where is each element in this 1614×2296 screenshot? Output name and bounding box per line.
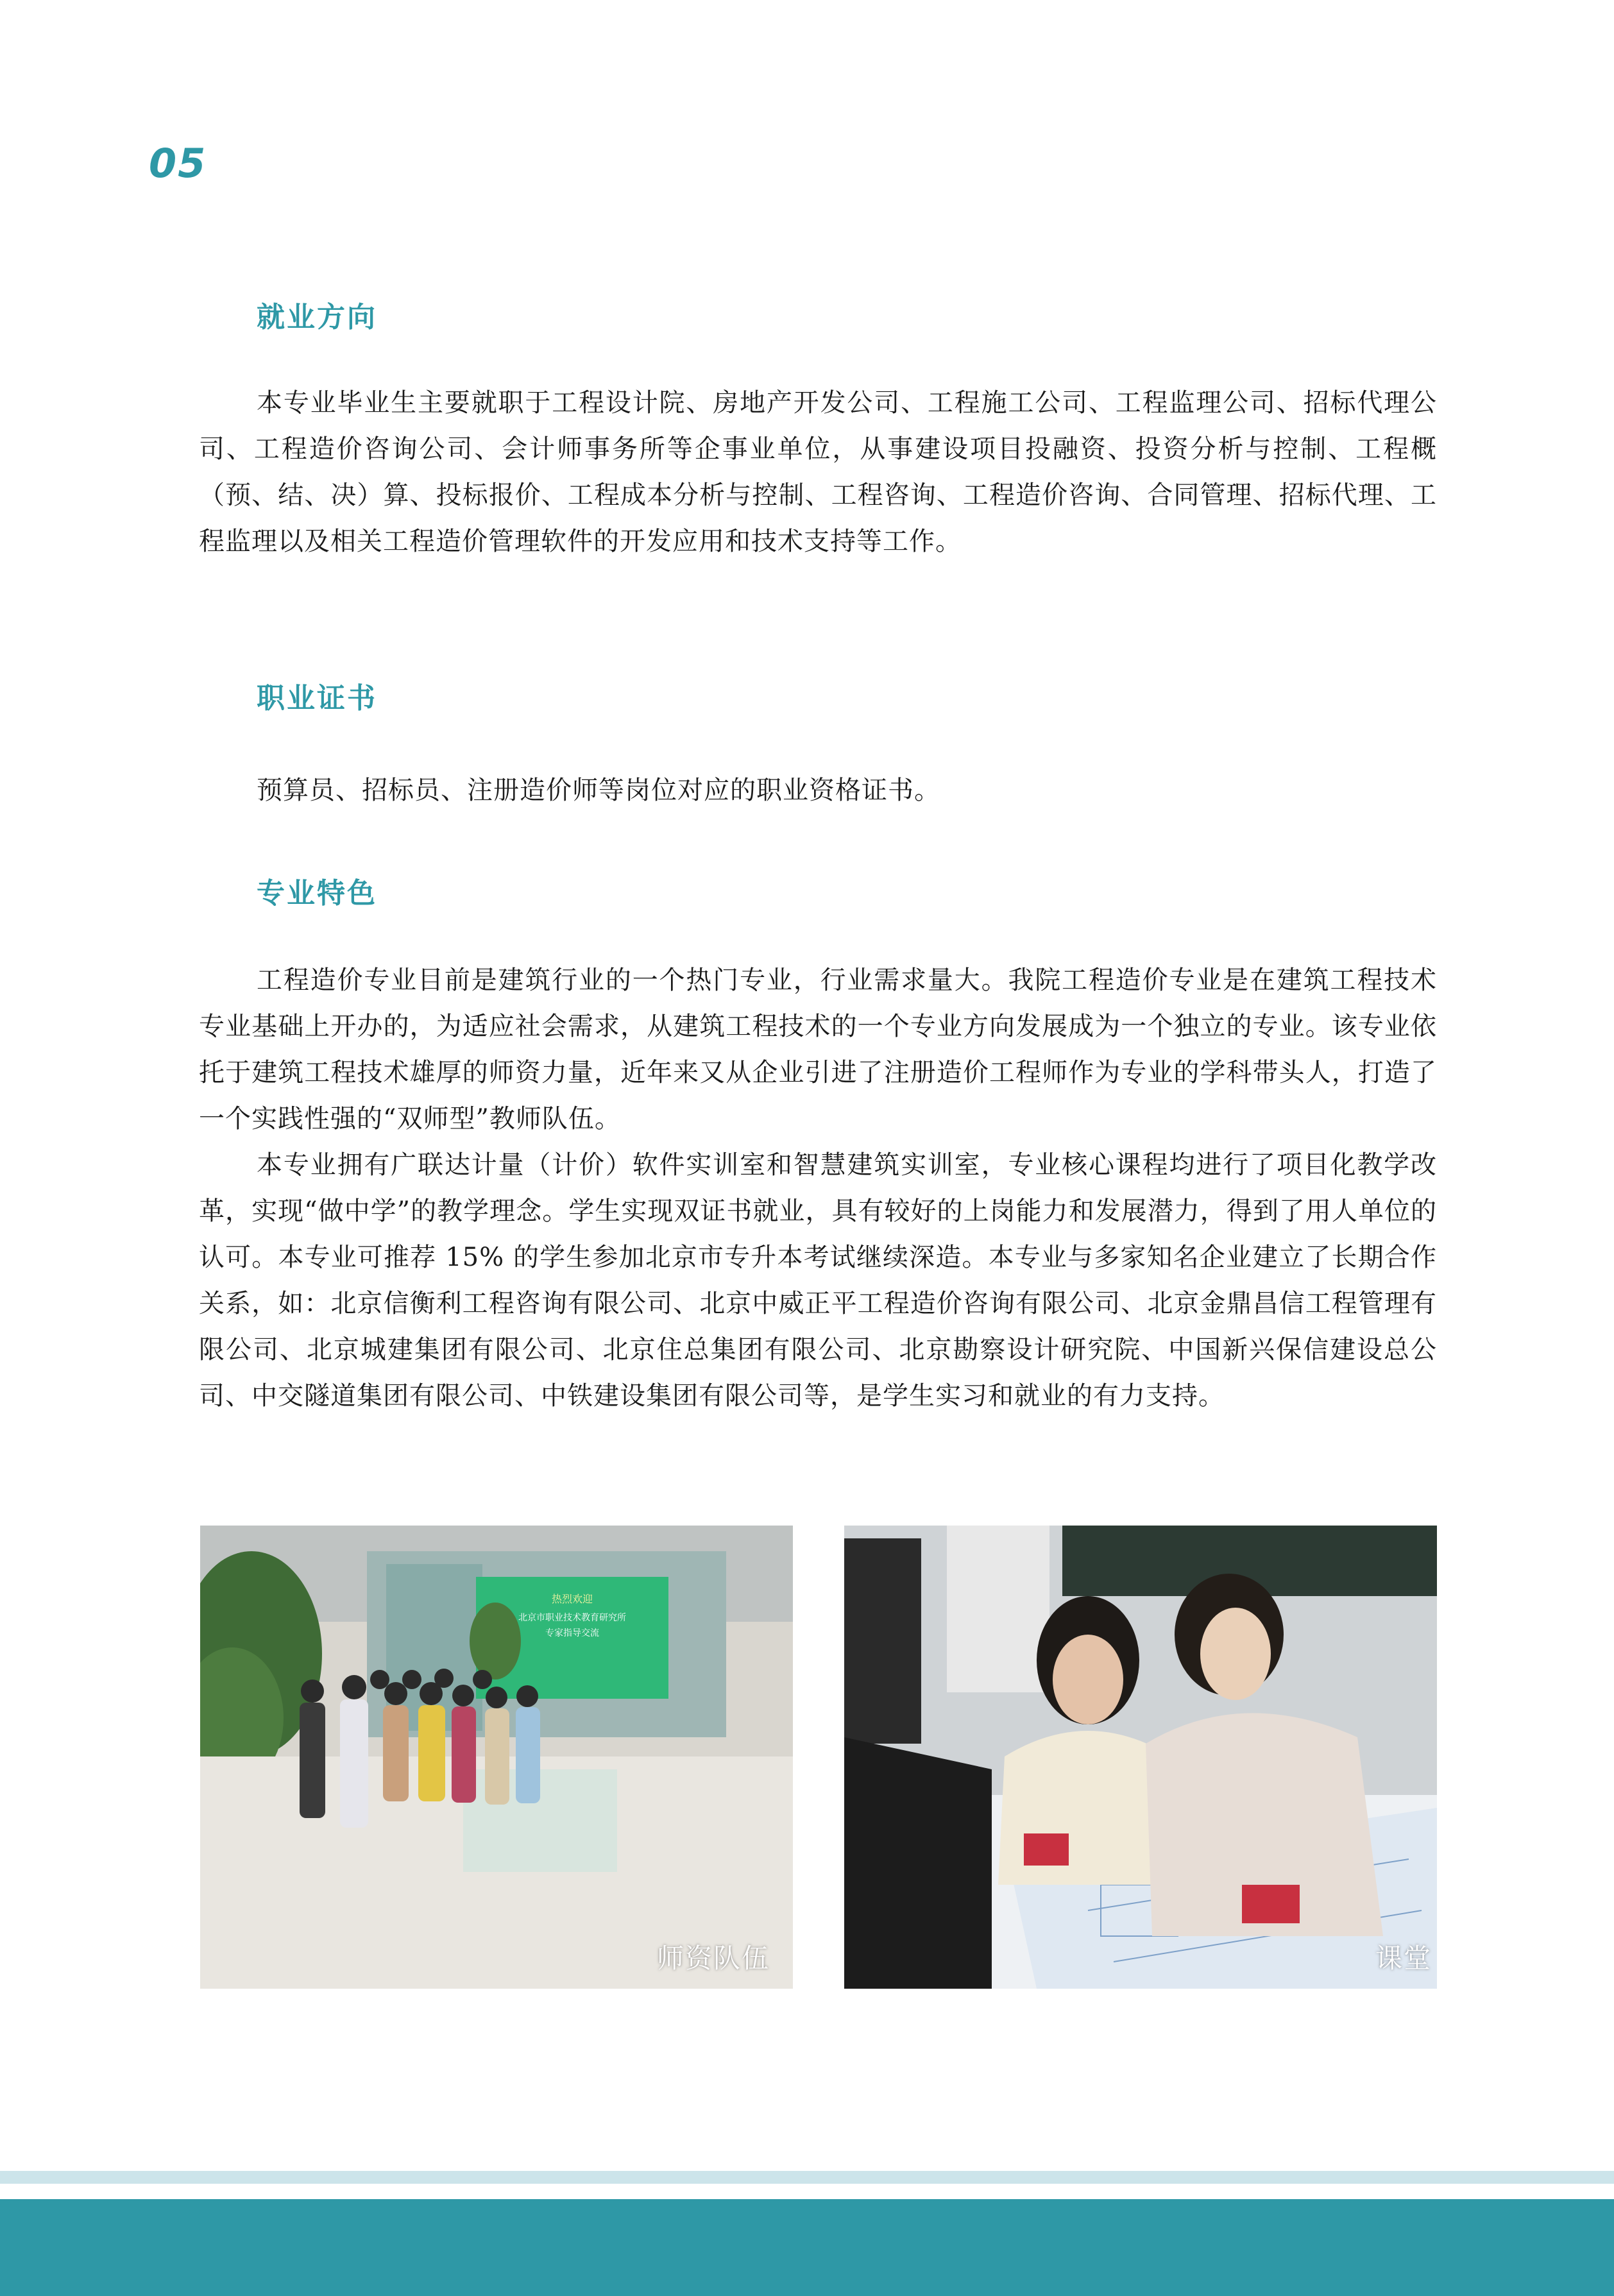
faculty-photo-caption: 师资队伍 (656, 1943, 770, 1974)
screen-exchange-text: 专家指导交流 (545, 1628, 599, 1638)
section-title-employment: 就业方向 (257, 301, 377, 334)
faculty-photo-illustration (200, 1526, 793, 1989)
certificate-paragraph: 预算员、招标员、注册造价师等岗位对应的职业资格证书。 (257, 776, 940, 805)
employment-paragraph: 本专业毕业生主要就职于工程设计院、房地产开发公司、工程施工公司、工程监理公司、招标代理公司、工程造价咨询公司、会计师事务所等企事业单位，从事建设项目投融资、投资分析与控制、工程概（预、结、决）算、投标报价、工程成本分析与控制、工程咨询、工程造价咨询、合同管理、招标代理、工程监理以及相关工程造价管理软件的开发应用和技术支持等工作。 (199, 388, 1437, 556)
screen-institution-text: 北京市职业技术教育研究所 (518, 1613, 626, 1623)
section-title-features: 专业特色 (257, 877, 377, 910)
page-number: 05 (149, 140, 207, 187)
section-title-certificate: 职业证书 (257, 682, 377, 715)
footer-band-light (0, 2171, 1614, 2184)
faculty-photo (200, 1526, 793, 1989)
classroom-photo-caption: 课堂 (1375, 1943, 1432, 1974)
features-paragraph-2: 本专业拥有广联达计量（计价）软件实训室和智慧建筑实训室，专业核心课程均进行了项目化教学改革，实现“做中学”的教学理念。学生实现双证书就业，具有较好的上岗能力和发展潜力，得到了用人单位的认可。本专业可推荐 15% 的学生参加北京市专升本考试继续深造。本专业与多家知名企业建立了长期合作关系，如：北京信衡利工程咨询有限公司、北京中威正平工程造价咨询有限公司、北京金鼎昌信工程管理有限公司、北京城建集团有限公司、北京住总集团有限公司、北京勘察设计研究院、中国新兴保信建设总公司、中交隧道集团有限公司、中铁建设集团有限公司等，是学生实习和就业的有力支持。 (199, 1150, 1437, 1411)
screen-welcome-text: 热烈欢迎 (551, 1593, 593, 1605)
classroom-photo-illustration (844, 1526, 1437, 1989)
footer-band-dark (0, 2199, 1614, 2296)
classroom-photo (844, 1526, 1437, 1989)
features-paragraph-1: 工程造价专业目前是建筑行业的一个热门专业，行业需求量大。我院工程造价专业是在建筑工程技术专业基础上开办的，为适应社会需求，从建筑工程技术的一个专业方向发展成为一个独立的专业。该专业依托于建筑工程技术雄厚的师资力量，近年来又从企业引进了注册造价工程师作为专业的学科带头人，打造了一个实践性强的“双师型”教师队伍。 (199, 965, 1437, 1134)
